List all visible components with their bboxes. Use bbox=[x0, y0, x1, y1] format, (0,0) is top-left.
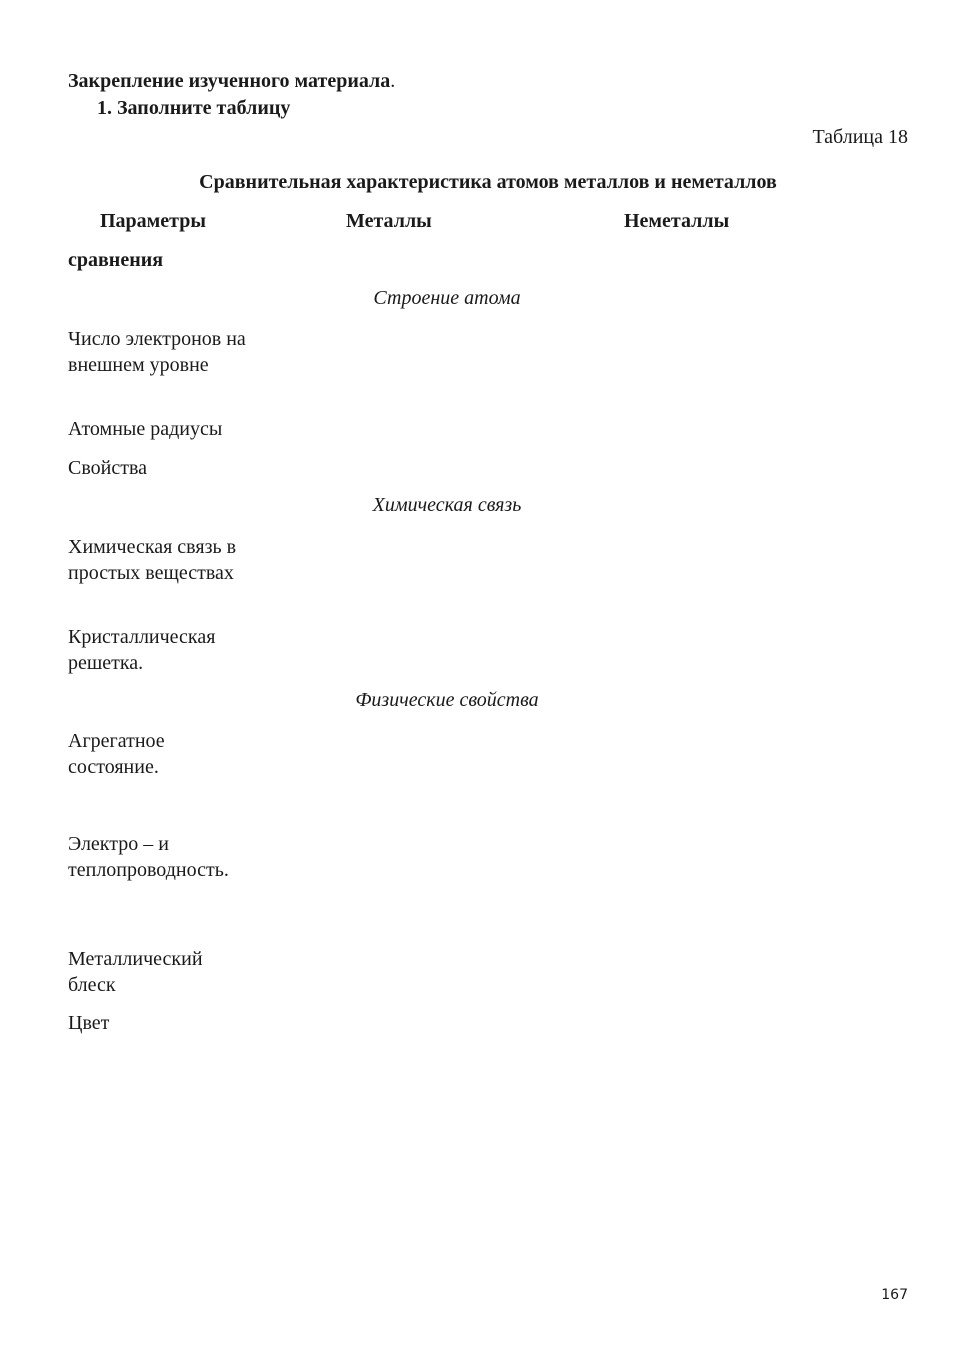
section-title-atom-structure: Строение атома bbox=[373, 287, 521, 309]
row-label-outer-electrons: Число электронов на внешнем уровне bbox=[68, 328, 246, 376]
column-header-params-line2: сравнения bbox=[68, 249, 164, 271]
row-label-atomic-radii: Атомные радиусы bbox=[68, 418, 223, 440]
section-heading-text: Закрепление изученного материала bbox=[68, 70, 391, 92]
table-title: Сравнительная характеристика атомов металлов и неметаллов bbox=[199, 171, 777, 193]
table-number: Таблица 18 bbox=[812, 126, 908, 148]
row-label-conductivity: Электро – и теплопроводность. bbox=[68, 833, 229, 881]
section-heading-dot: . bbox=[390, 70, 396, 92]
row-label-color: Цвет bbox=[68, 1012, 110, 1034]
column-header-params: Параметры bbox=[100, 210, 206, 232]
task-title: 1. Заполните таблицу bbox=[97, 97, 291, 119]
section-heading bbox=[68, 70, 395, 93]
row-label-metallic-luster: Металлический блеск bbox=[68, 948, 203, 996]
page-number: 167 bbox=[881, 1287, 908, 1303]
column-header-nonmetals: Неметаллы bbox=[624, 210, 730, 232]
row-label-state-of-matter: Агрегатное состояние. bbox=[68, 730, 165, 778]
row-label-properties: Свойства bbox=[68, 457, 148, 479]
row-label-bond-simple-substances: Химическая связь в простых веществах bbox=[68, 536, 237, 584]
section-title-physical-properties: Физические свойства bbox=[355, 689, 539, 711]
section-title-chemical-bond: Химическая связь bbox=[372, 494, 522, 516]
column-header-metals: Металлы bbox=[346, 210, 432, 232]
row-label-crystal-lattice: Кристаллическая решетка. bbox=[68, 626, 216, 674]
